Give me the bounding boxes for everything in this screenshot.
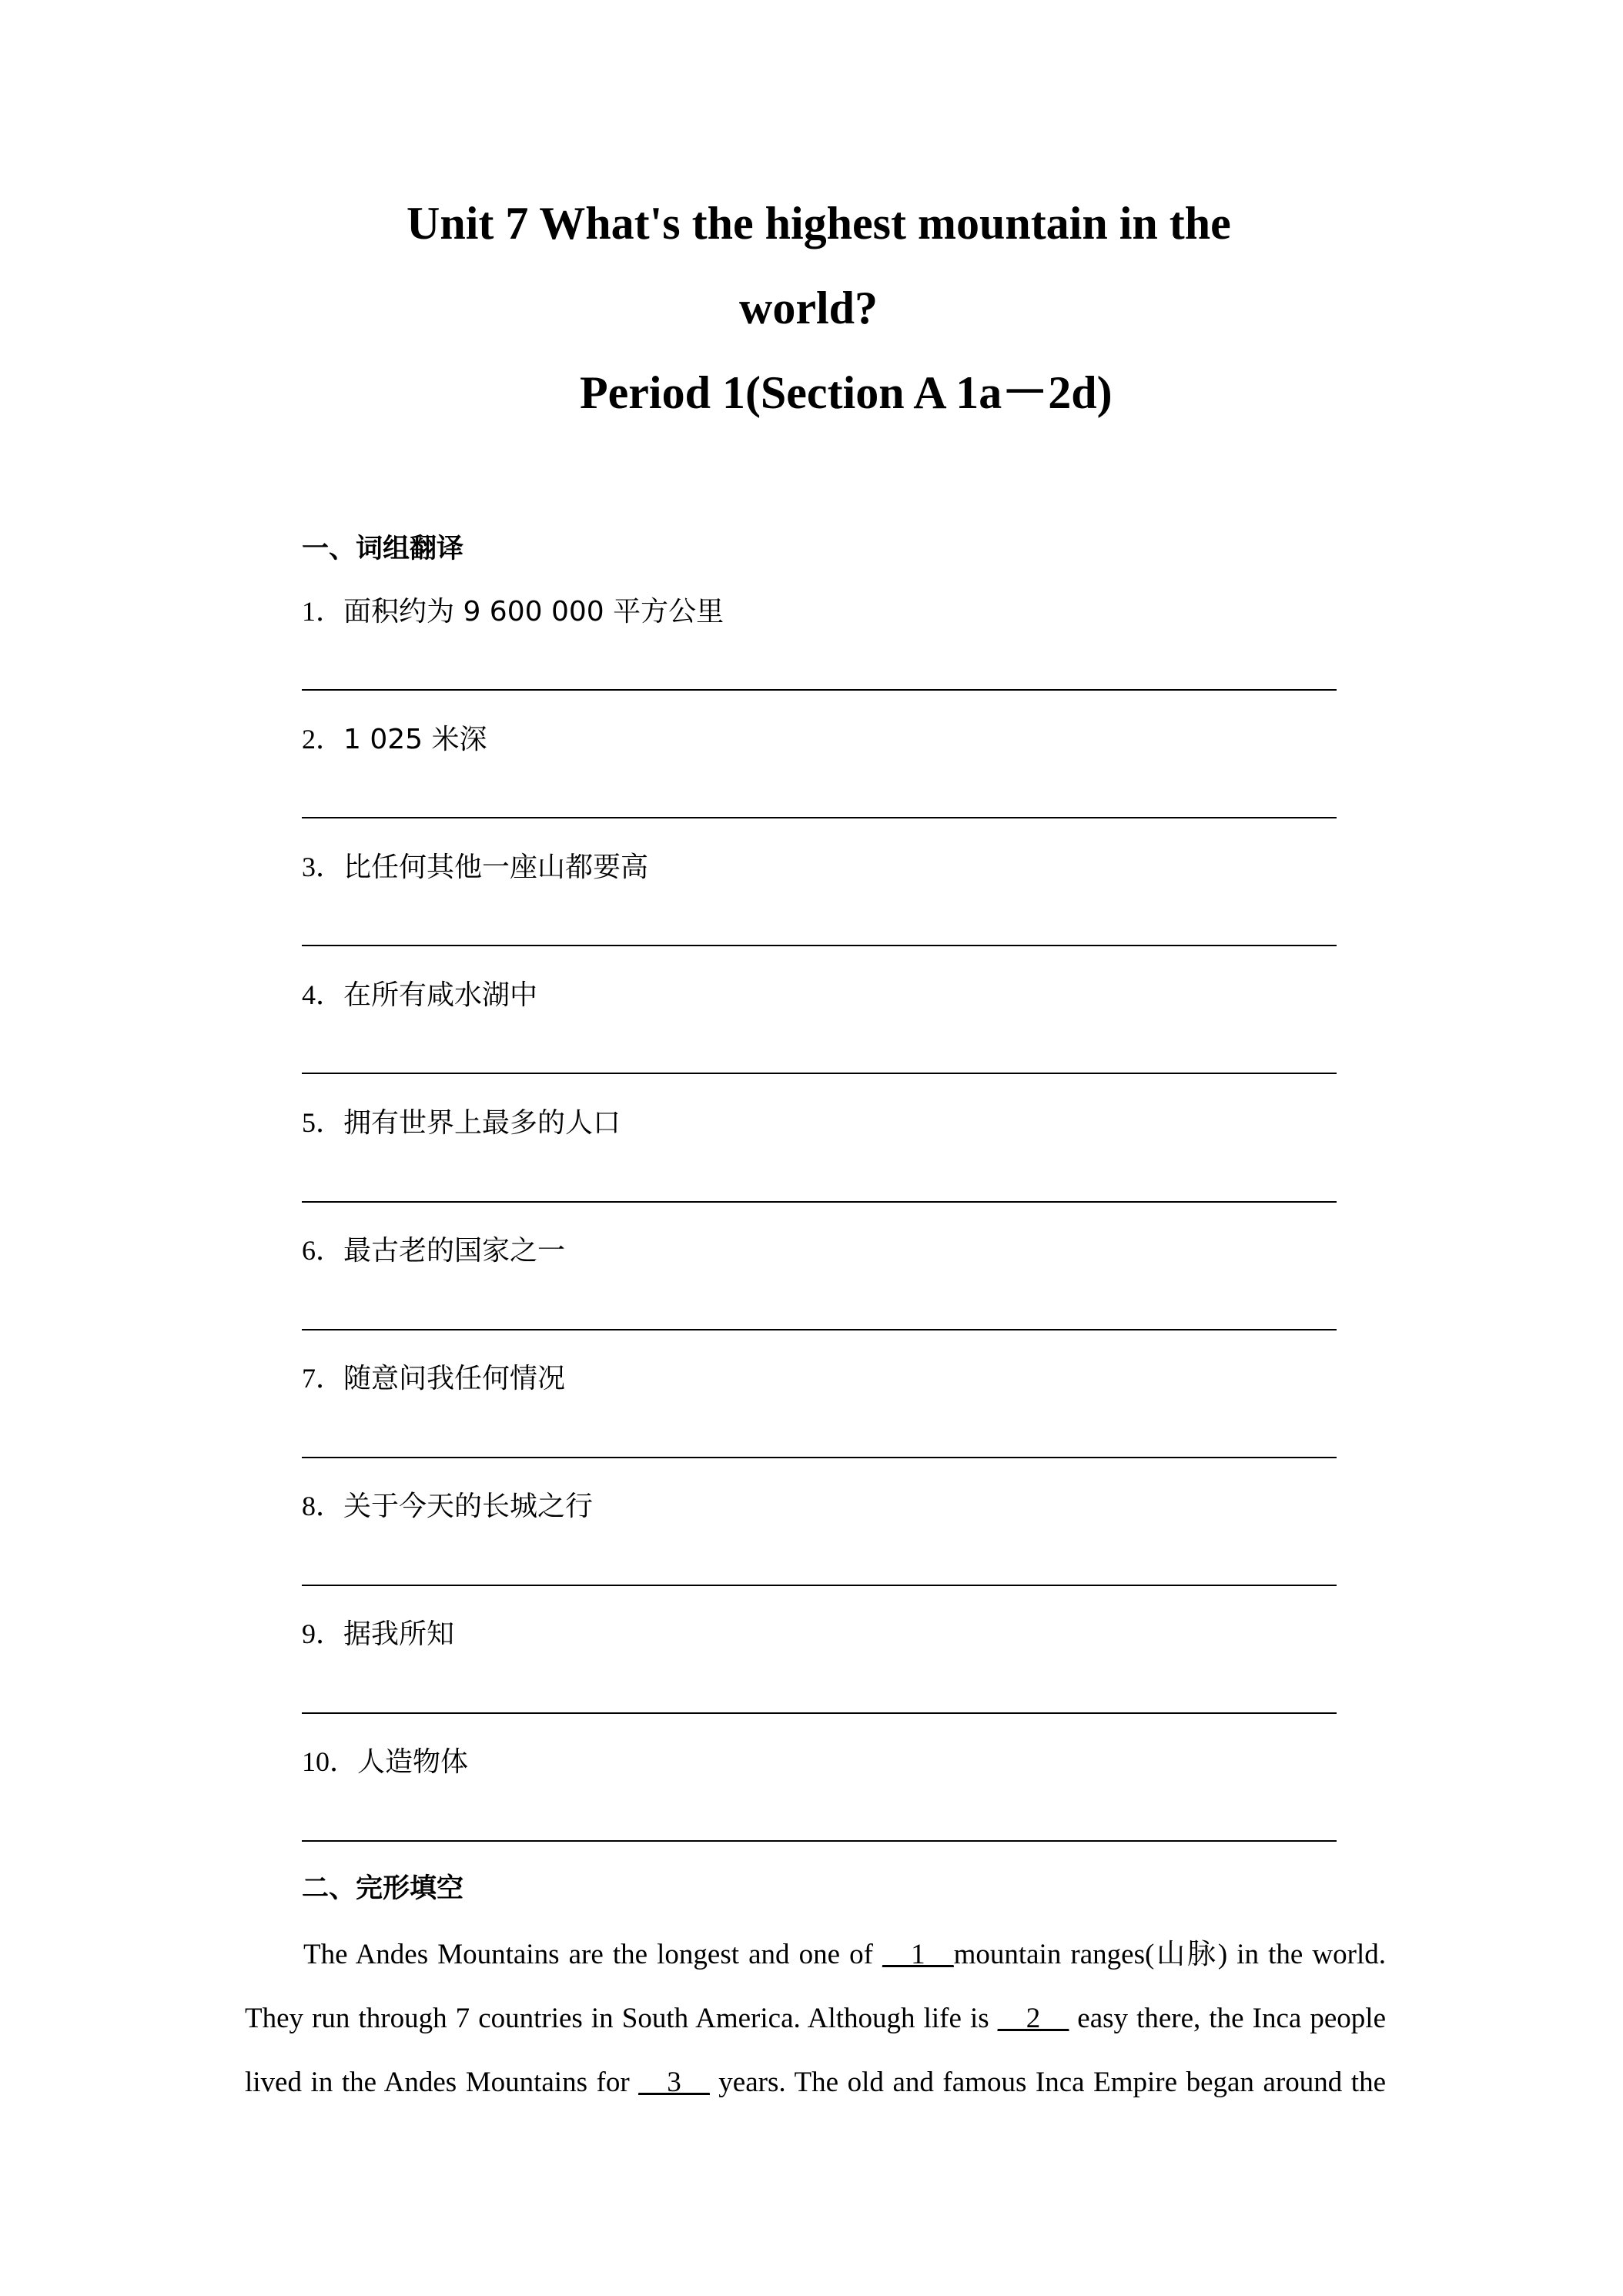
blank-2[interactable]: __2__ xyxy=(997,2003,1069,2034)
item-text: 拥有世界上最多的人口 xyxy=(343,1107,621,1139)
item-4 xyxy=(302,975,537,1016)
item-8 xyxy=(302,1486,593,1527)
item-7 xyxy=(302,1358,565,1399)
answer-line-7[interactable] xyxy=(302,1457,1337,1458)
passage-line-3 xyxy=(245,2050,1386,2114)
passage-text: They run through 7 countries in South America. Although life is xyxy=(245,2003,998,2034)
answer-line-4[interactable] xyxy=(302,1073,1337,1074)
item-text: 据我所知 xyxy=(343,1618,455,1650)
answer-line-1[interactable] xyxy=(302,689,1337,691)
item-number: 1． xyxy=(302,596,344,627)
answer-line-9[interactable] xyxy=(302,1712,1337,1714)
item-number: 5． xyxy=(302,1107,344,1138)
answer-line-3[interactable] xyxy=(302,945,1337,946)
item-text: 比任何其他一座山都要高 xyxy=(343,852,649,883)
section-1-heading: 一、词组翻译 xyxy=(302,534,464,564)
passage-text: mountain ranges(山脉) in the world. xyxy=(953,1939,1386,1970)
blank-3[interactable]: __3__ xyxy=(638,2067,710,2098)
item-9 xyxy=(302,1614,454,1655)
blank-1[interactable]: __1__ xyxy=(882,1939,954,1970)
passage-text: easy there, the Inca people xyxy=(1069,2003,1386,2034)
item-number: 6． xyxy=(302,1235,344,1266)
item-text: 1 025 米深 xyxy=(343,724,487,755)
item-text: 关于今天的长城之行 xyxy=(343,1491,594,1522)
item-number: 3． xyxy=(302,852,344,882)
answer-line-6[interactable] xyxy=(302,1329,1337,1330)
item-number: 10． xyxy=(302,1746,358,1777)
answer-line-10[interactable] xyxy=(302,1840,1337,1842)
item-text: 在所有咸水湖中 xyxy=(343,979,538,1011)
passage-text: years. The old and famous Inca Empire began around the xyxy=(709,2067,1387,2098)
item-number: 8． xyxy=(302,1491,344,1521)
item-number: 4． xyxy=(302,979,344,1010)
item-number: 9． xyxy=(302,1618,344,1649)
item-10 xyxy=(302,1742,468,1782)
passage-text: The Andes Mountains are the longest and one of xyxy=(303,1939,883,1970)
title-line-3: Period 1(Section A 1a－2d) xyxy=(580,367,1113,418)
answer-line-2[interactable] xyxy=(302,817,1337,818)
item-text: 面积约为 9 600 000 平方公里 xyxy=(343,596,724,628)
item-1 xyxy=(302,591,724,632)
item-text: 随意问我任何情况 xyxy=(343,1363,566,1394)
answer-line-8[interactable] xyxy=(302,1585,1337,1586)
item-6 xyxy=(302,1230,565,1271)
title-line-1: Unit 7 What's the highest mountain in the xyxy=(407,198,1231,249)
item-3 xyxy=(302,847,648,888)
item-text: 人造物体 xyxy=(357,1746,469,1778)
item-5 xyxy=(302,1103,621,1143)
passage-line-2 xyxy=(245,1986,1386,2050)
item-number: 7． xyxy=(302,1363,344,1394)
title-line-2: world? xyxy=(739,283,878,333)
item-number: 2． xyxy=(302,724,344,755)
item-2 xyxy=(302,719,487,760)
section-2-heading: 二、完形填空 xyxy=(302,1873,464,1904)
item-text: 最古老的国家之一 xyxy=(343,1235,566,1267)
answer-line-5[interactable] xyxy=(302,1201,1337,1203)
passage-text: lived in the Andes Mountains for xyxy=(245,2067,639,2098)
passage-line-1 xyxy=(303,1923,1386,1986)
